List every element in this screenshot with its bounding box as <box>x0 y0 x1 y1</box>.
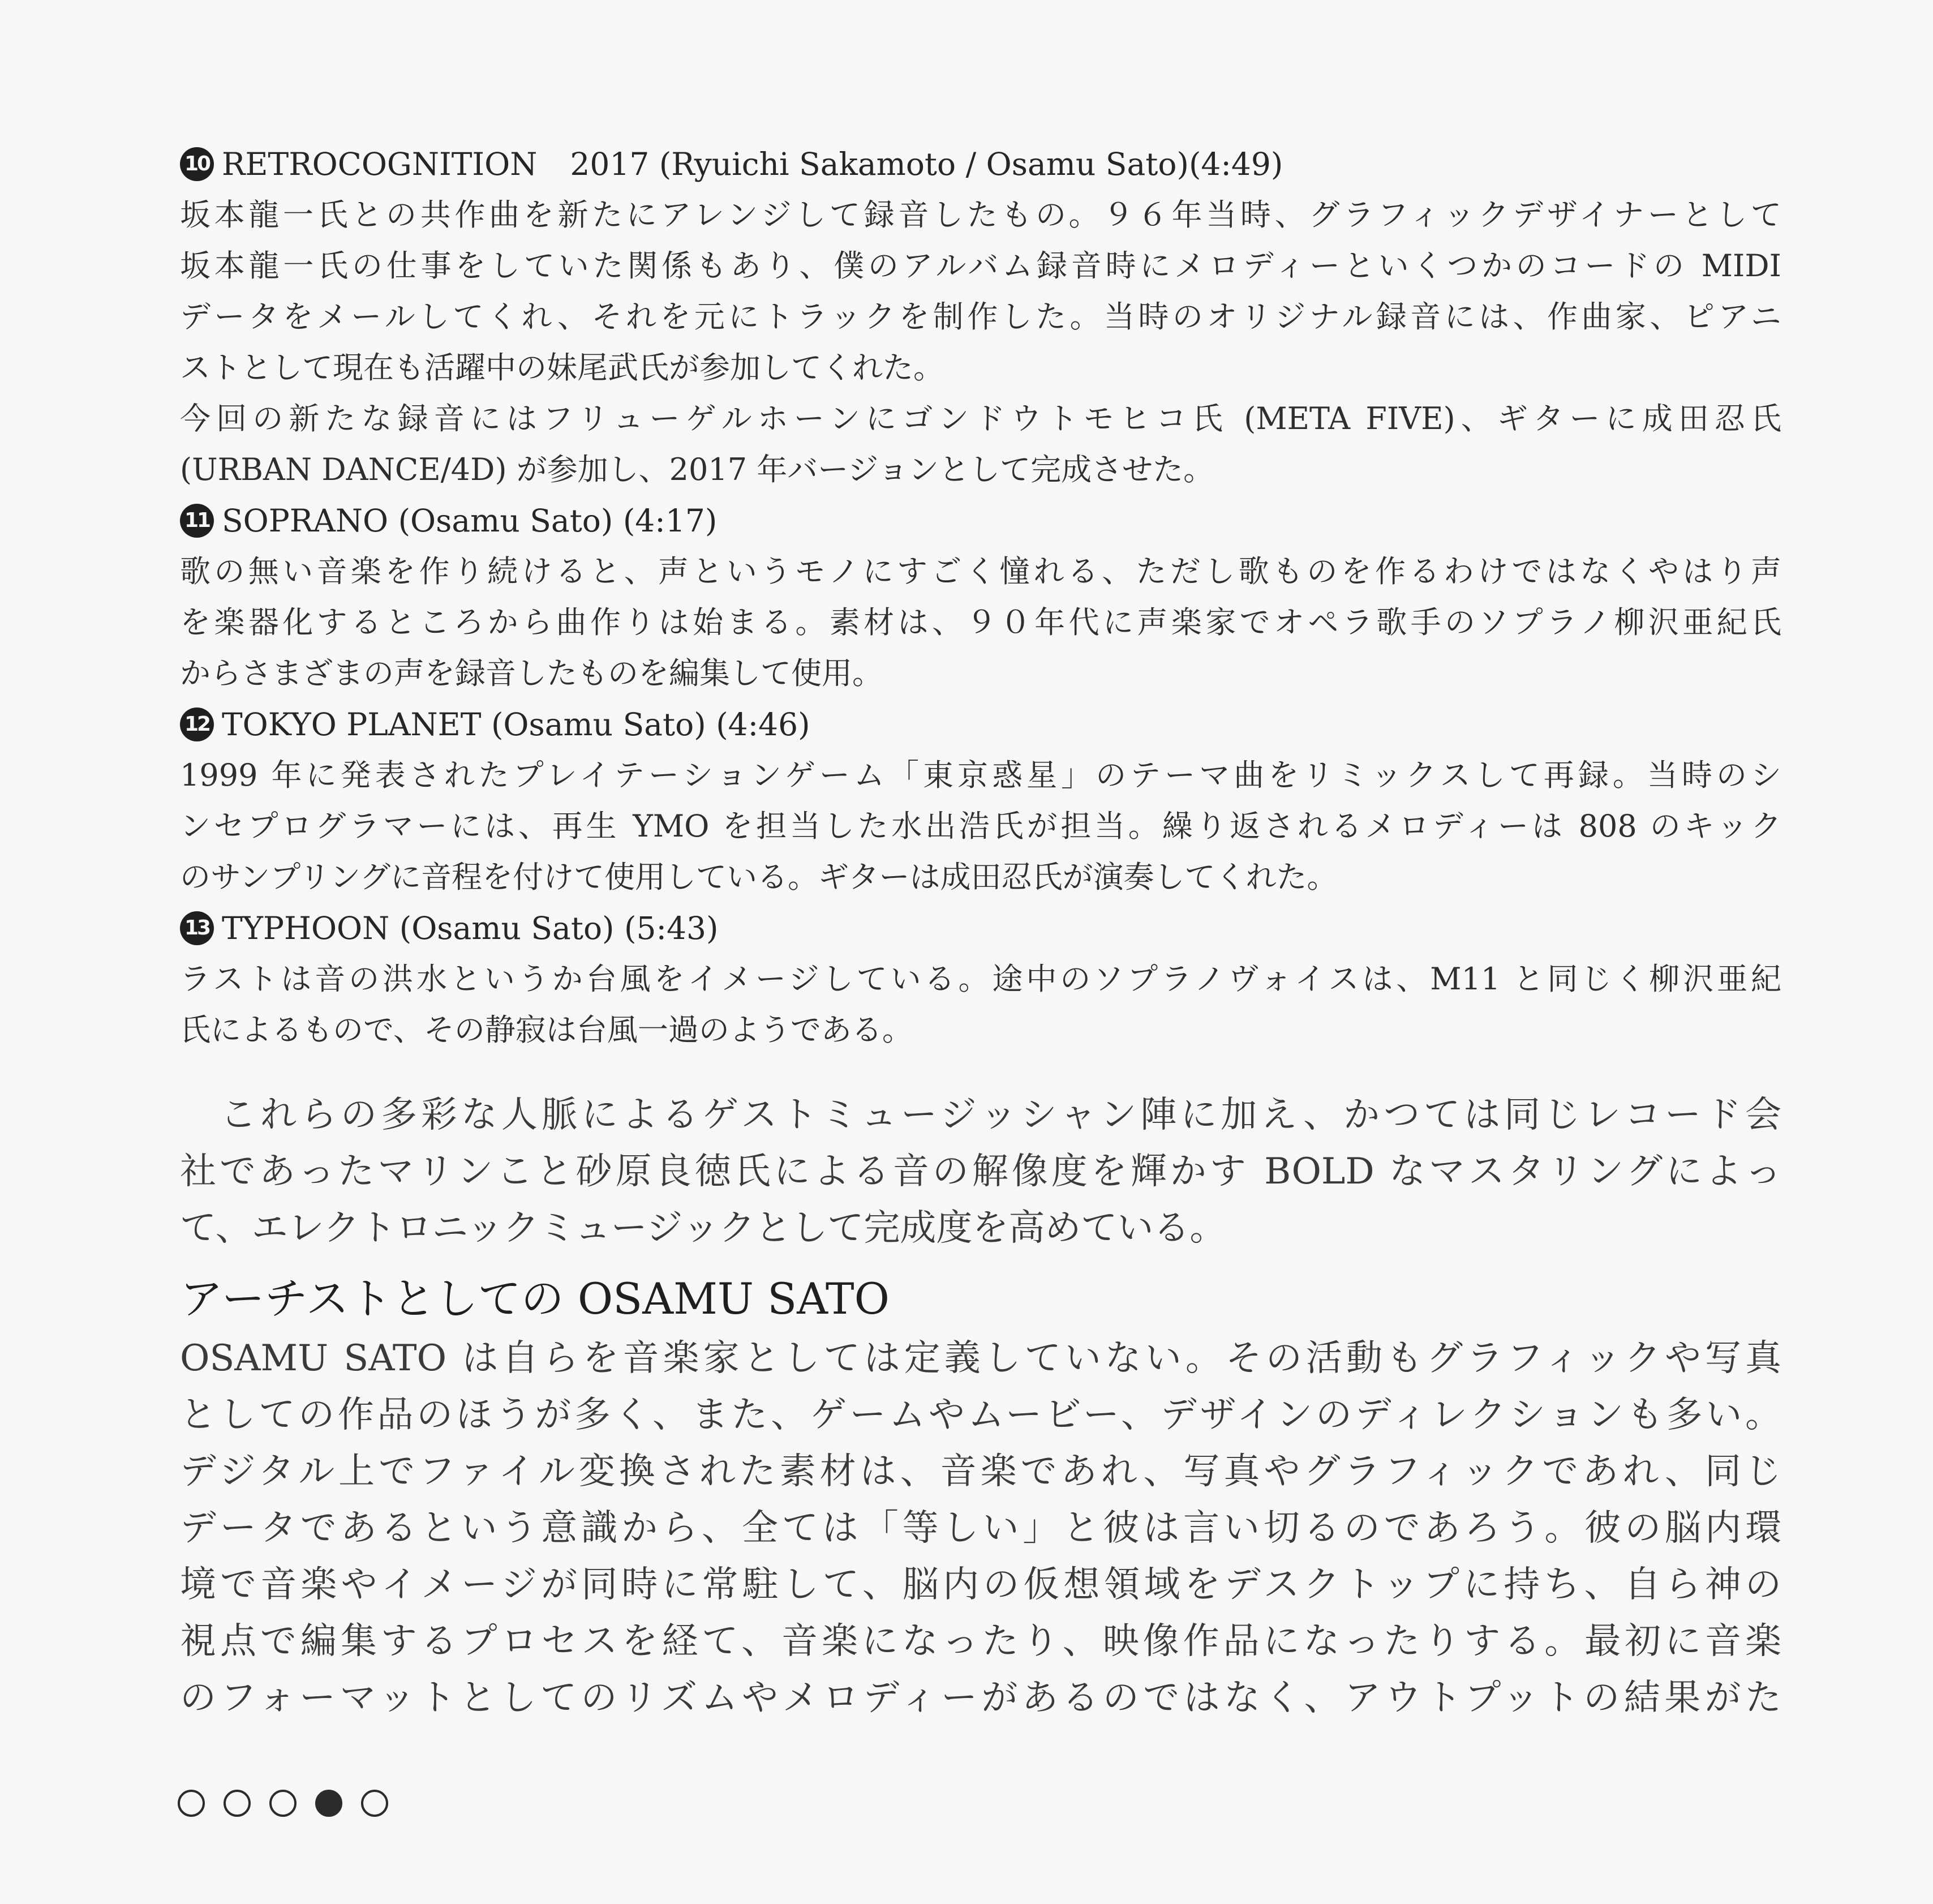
text-line: 坂本龍一氏の仕事をしていた関係もあり、僕のアルバム録音時にメロディーといくつかのコードの MIDI <box>180 248 1781 284</box>
track-heading <box>180 903 1781 954</box>
page-dot <box>178 1790 205 1817</box>
section-title: アーチストとしての OSAMU SATO <box>180 1273 890 1324</box>
page-dot-current <box>315 1790 342 1817</box>
text-line: 坂本龍一氏との共作曲を新たにアレンジして録音したもの。９６年当時、グラフィックデザイナーとして <box>180 197 1781 233</box>
track-title: TOKYO PLANET (Osamu Sato) (4:46) <box>222 706 810 743</box>
text-line: 視点で編集するプロセスを経て、音楽になったり、映像作品になったりする。最初に音楽 <box>180 1620 1781 1662</box>
track-heading <box>180 139 1781 190</box>
page-dot <box>361 1790 388 1817</box>
text-line: 氏によるもので、その静寂は台風一過のようである。 <box>180 1012 913 1048</box>
text-line: て、エレクトロニックミュージックとして完成度を高めている。 <box>180 1207 1226 1249</box>
track-title: SOPRANO (Osamu Sato) (4:17) <box>222 503 718 539</box>
track-description <box>180 546 1781 699</box>
text-line: ラストは音の洪水というか台風をイメージしている。途中のソプラノヴォイスは、M11 と同じく柳沢亜紀 <box>180 961 1781 997</box>
track-heading <box>180 495 1781 546</box>
text-line: としての作品のほうが多く、また、ゲームやムービー、デザインのディレクションも多い。 <box>180 1394 1781 1436</box>
text-line: これらの多彩な人脈によるゲストミュージッシャン陣に加え、かつては同じレコード会 <box>216 1094 1781 1136</box>
text-line: を楽器化するところから曲作りは始まる。素材は、９０年代に声楽家でオペラ歌手のソプラノ柳沢亜紀氏 <box>180 604 1781 640</box>
track-meta: 2017 (Ryuichi Sakamoto / Osamu Sato)(4:49) <box>570 146 1283 182</box>
track-heading <box>180 699 1781 750</box>
text-line: データであるという意識から、全ては「等しい」と彼は言い切るのであろう。彼の脳内環 <box>180 1507 1781 1549</box>
page-indicator <box>178 1790 388 1817</box>
text-column <box>180 139 1781 1726</box>
text-line: (URBAN DANCE/4D) が参加し、2017 年バージョンとして完成させた。 <box>180 452 1214 487</box>
track-description <box>180 190 1781 495</box>
text-line: 1999 年に発表されたプレイテーションゲーム「東京惑星」のテーマ曲をリミックスして再録。当時のシ <box>180 757 1781 793</box>
text-line: ンセプログラマーには、再生 YMO を担当した水出浩氏が担当。繰り返されるメロディーは 808 のキック <box>180 808 1781 844</box>
page-dot <box>269 1790 297 1817</box>
body-paragraph <box>180 1087 1781 1257</box>
text-line: 今回の新たな録音にはフリューゲルホーンにゴンドウトモヒコ氏 (META FIVE)、ギターに成田忍氏 <box>180 401 1781 436</box>
text-line: 境で音楽やイメージが同時に常駐して、脳内の仮想領域をデスクトップに持ち、自ら神の <box>180 1564 1781 1606</box>
track-number-badge: 12 <box>180 707 214 741</box>
text-line: 社であったマリンこと砂原良徳氏による音の解像度を輝かす BOLD なマスタリングによっ <box>180 1151 1781 1193</box>
track-description <box>180 750 1781 903</box>
track-number-badge: 13 <box>180 911 214 945</box>
track-number-badge: 10 <box>180 147 214 181</box>
text-line: からさまざまの声を録音したものを編集して使用。 <box>180 655 883 691</box>
body-paragraph <box>180 1330 1781 1726</box>
text-line: 歌の無い音楽を作り続けると、声というモノにすごく憧れる、ただし歌ものを作るわけではなくやはり声 <box>180 554 1781 589</box>
track-number-badge: 11 <box>180 504 214 538</box>
track-description <box>180 954 1781 1056</box>
text-line: デジタル上でファイル変換された素材は、音楽であれ、写真やグラフィックであれ、同じ <box>180 1451 1781 1493</box>
text-line: のフォーマットとしてのリズムやメロディーがあるのではなく、アウトプットの結果がた <box>180 1677 1781 1719</box>
text-line: のサンプリングに音程を付けて使用している。ギターは成田忍氏が演奏してくれた。 <box>180 859 1338 895</box>
track-title: RETROCOGNITION <box>222 146 538 182</box>
text-line: ストとして現在も活躍中の妹尾武氏が参加してくれた。 <box>180 350 944 385</box>
page-dot <box>224 1790 251 1817</box>
text-line: データをメールしてくれ、それを元にトラックを制作した。当時のオリジナル録音には、作曲家、ピアニ <box>180 299 1781 335</box>
track-title: TYPHOON (Osamu Sato) (5:43) <box>222 910 719 946</box>
text-line: OSAMU SATO は自らを音楽家としては定義していない。その活動もグラフィックや写真 <box>180 1337 1781 1379</box>
